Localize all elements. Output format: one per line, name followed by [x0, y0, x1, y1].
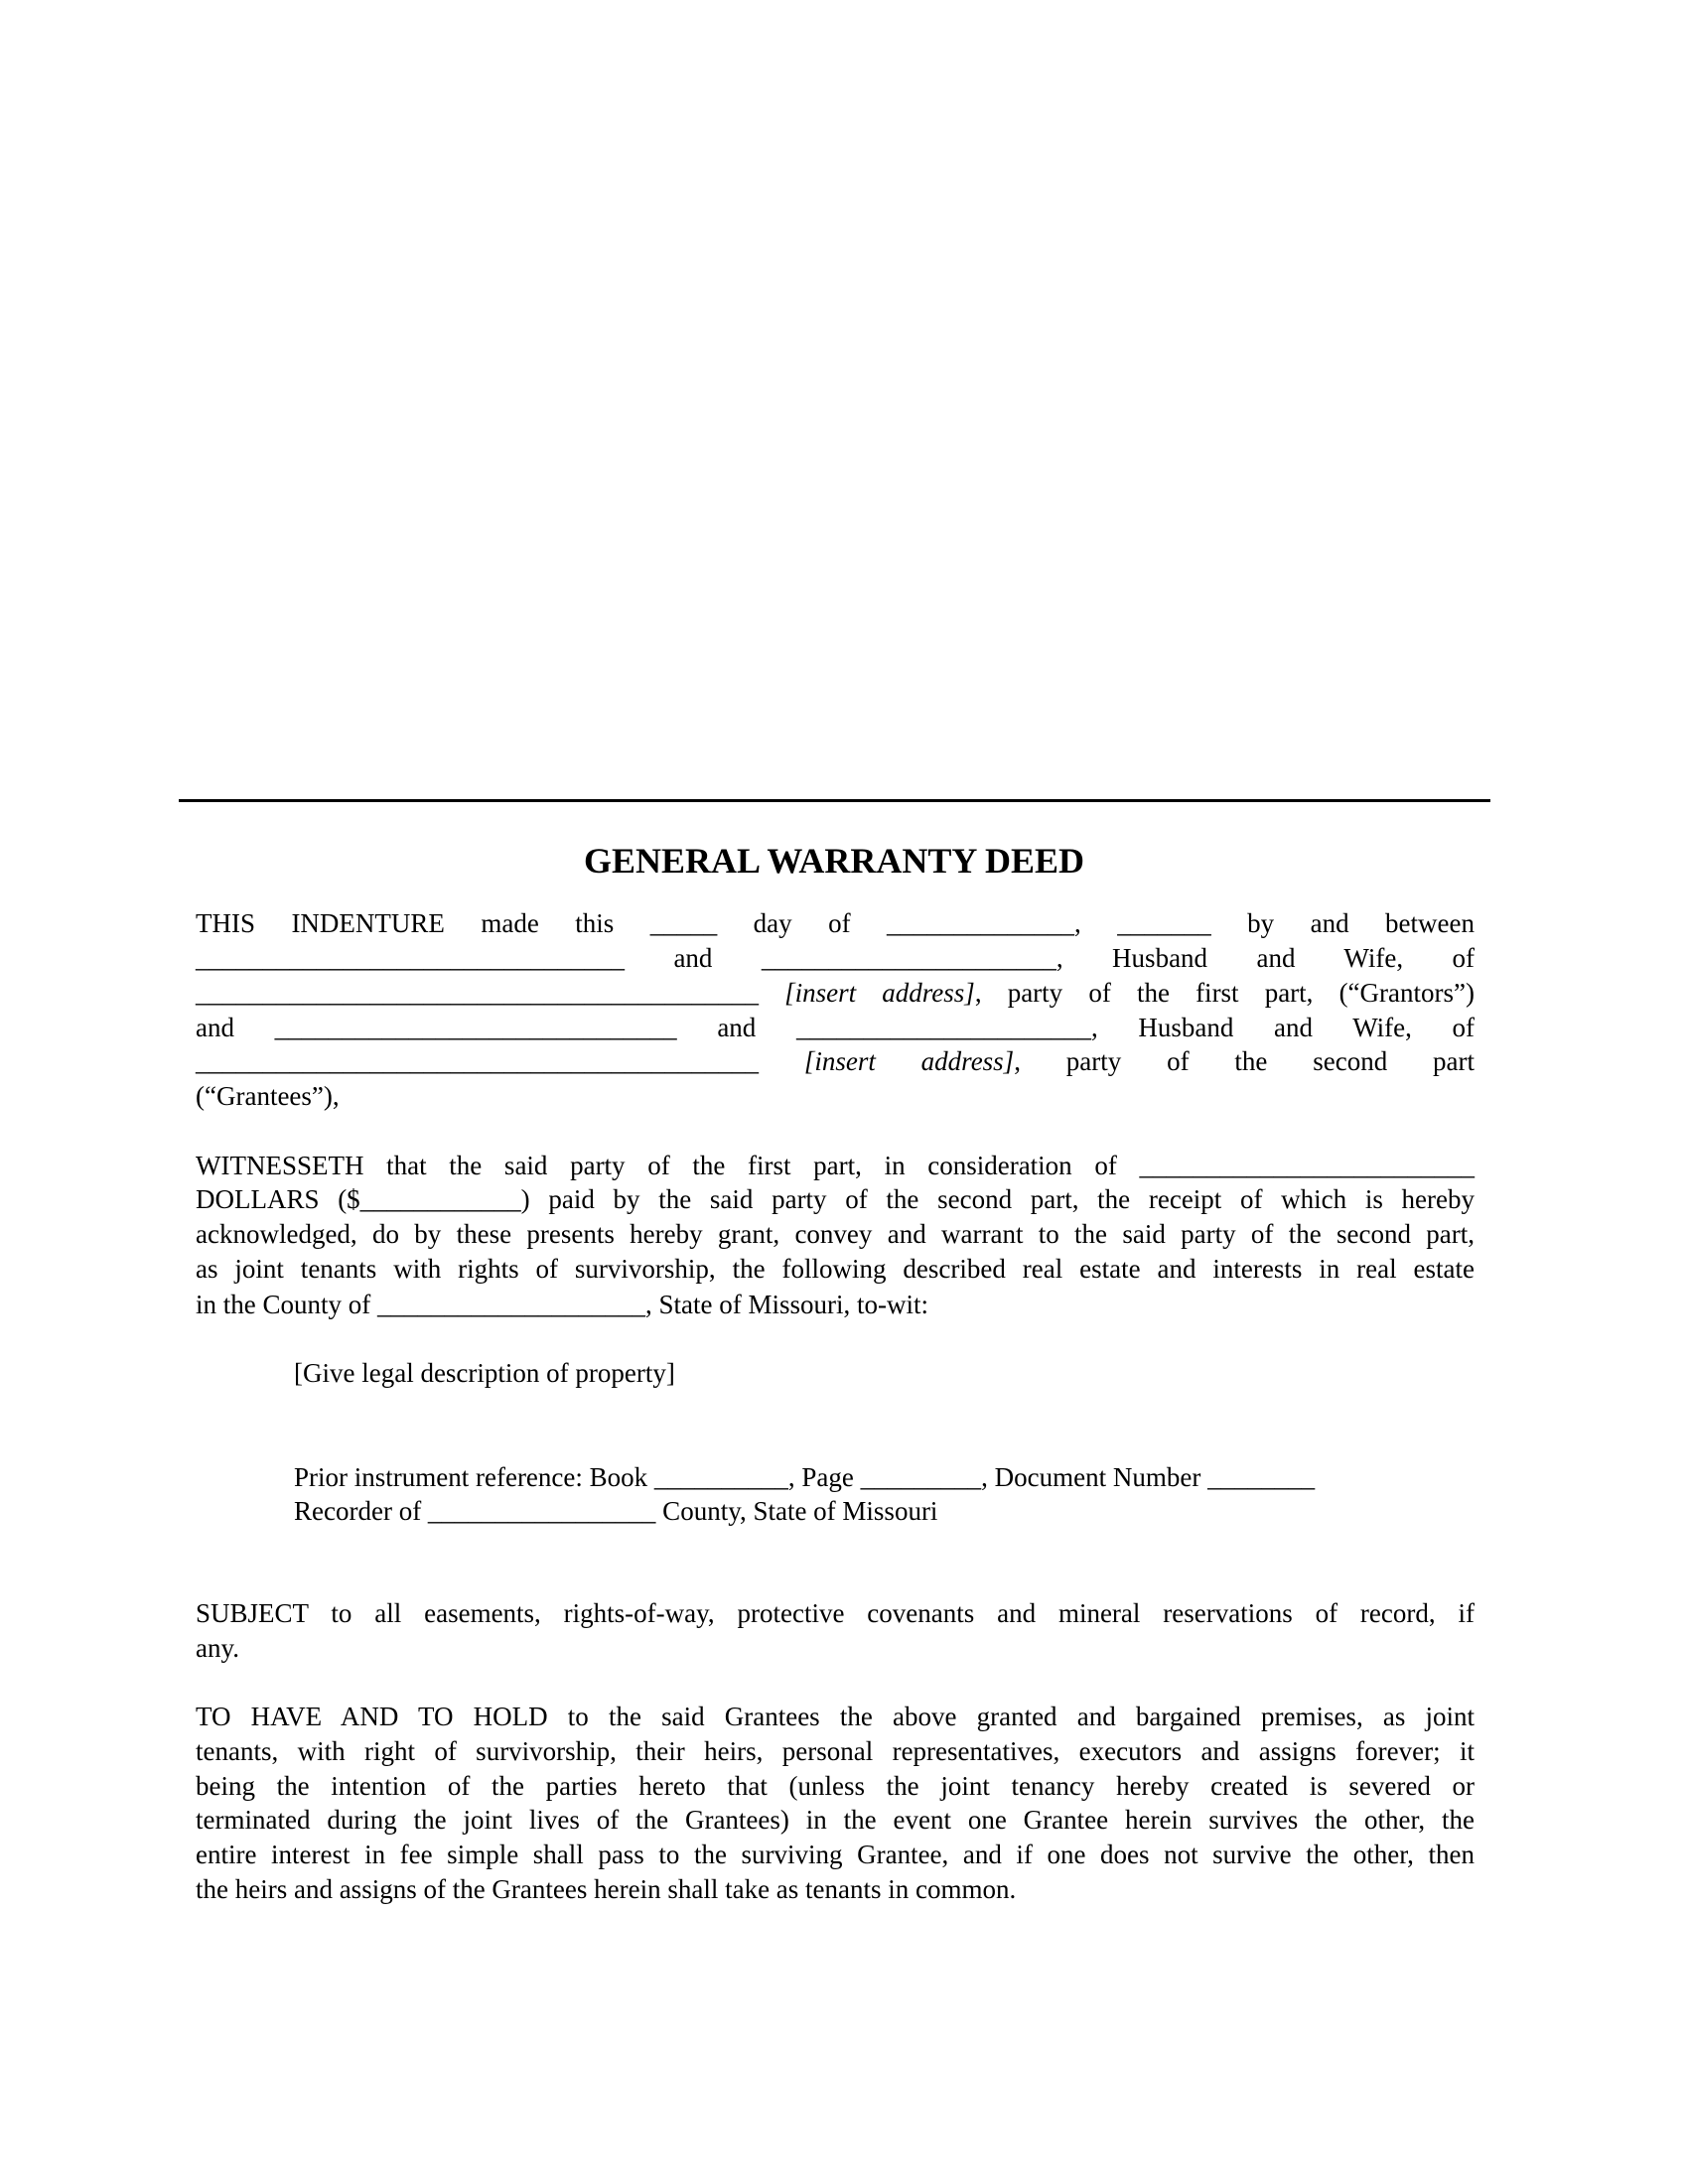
text-line [196, 1182, 1475, 1217]
text-line [196, 1252, 1475, 1287]
line-text: (“Grantees”), [196, 1081, 340, 1111]
line-text: acknowledged, do by these presents hereby grant, convey and warrant to the said party of the second part, [196, 1219, 1475, 1249]
line-text: , party of the first part, (“Grantors”) [974, 978, 1475, 1008]
text-line [196, 1838, 1475, 1872]
text-line [196, 906, 1475, 941]
text-line [196, 1596, 1475, 1631]
text-line [196, 1734, 1475, 1769]
line-text: terminated during the joint lives of the Grantees) in the event one Grantee herein survives the other, the [196, 1805, 1475, 1835]
text-line [196, 941, 1475, 976]
line-text: Recorder of _________________ County, State of Missouri [294, 1496, 938, 1526]
text-line [196, 1217, 1475, 1252]
line-text: SUBJECT to all easements, rights-of-way, protective covenants and mineral reservations of record, if [196, 1598, 1475, 1628]
text-line [196, 1011, 1475, 1045]
line-text: DOLLARS ($____________) paid by the said party of the second part, the receipt of which is hereby [196, 1184, 1475, 1214]
line-text: tenants, with right of survivorship, their heirs, personal representatives, executors and assigns forever; it [196, 1736, 1475, 1766]
line-text: any. [196, 1633, 239, 1663]
line-text: ________________________________ and ______________________, Husband and Wife, of [196, 943, 1475, 973]
line-text: THIS INDENTURE made this _____ day of ______________, _______ by and between [196, 908, 1475, 938]
text-line [196, 1769, 1475, 1804]
line-text: [Give legal description of property] [294, 1358, 675, 1388]
line-text: WITNESSETH that the said party of the first part, in consideration of _________________________ [196, 1151, 1475, 1180]
line-text: the heirs and assigns of the Grantees herein shall take as tenants in common. [196, 1874, 1017, 1904]
text-line [196, 1044, 1475, 1079]
line-text: and ______________________________ and ______________________, Husband and Wife, of [196, 1013, 1475, 1042]
text-line [196, 1700, 1475, 1734]
text-line [196, 1631, 1475, 1666]
text-line [196, 1079, 1475, 1114]
line-text: entire interest in fee simple shall pass to the surviving Grantee, and if one does not survive the other, then [196, 1840, 1475, 1869]
text-line [196, 1149, 1475, 1183]
line-text: as joint tenants with rights of survivorship, the following described real estate and interests in real estate [196, 1254, 1475, 1284]
text-line [196, 1803, 1475, 1838]
line-text: __________________________________________ [196, 1046, 804, 1076]
line-text: TO HAVE AND TO HOLD to the said Grantees the above granted and bargained premises, as joint [196, 1702, 1475, 1731]
placeholder-text: [insert address] [803, 1046, 1015, 1076]
line-text: , party of the second part [1014, 1046, 1476, 1076]
document-title: GENERAL WARRANTY DEED [583, 841, 1085, 881]
text-line [196, 1872, 1475, 1907]
text-line [294, 1460, 1475, 1495]
text-line [294, 1356, 1475, 1391]
line-text: Prior instrument reference: Book __________, Page _________, Document Number ________ [294, 1462, 1316, 1492]
line-text: __________________________________________ [196, 978, 785, 1008]
line-text: in the County of ____________________, State of Missouri, to-wit: [196, 1290, 928, 1319]
text-line [294, 1494, 1475, 1529]
header-rule [179, 799, 1490, 802]
placeholder-text: [insert address] [784, 978, 975, 1008]
text-line [196, 976, 1475, 1011]
text-line [196, 1288, 1475, 1322]
line-text: being the intention of the parties hereto that (unless the joint tenancy hereby created is severed or [196, 1771, 1475, 1801]
